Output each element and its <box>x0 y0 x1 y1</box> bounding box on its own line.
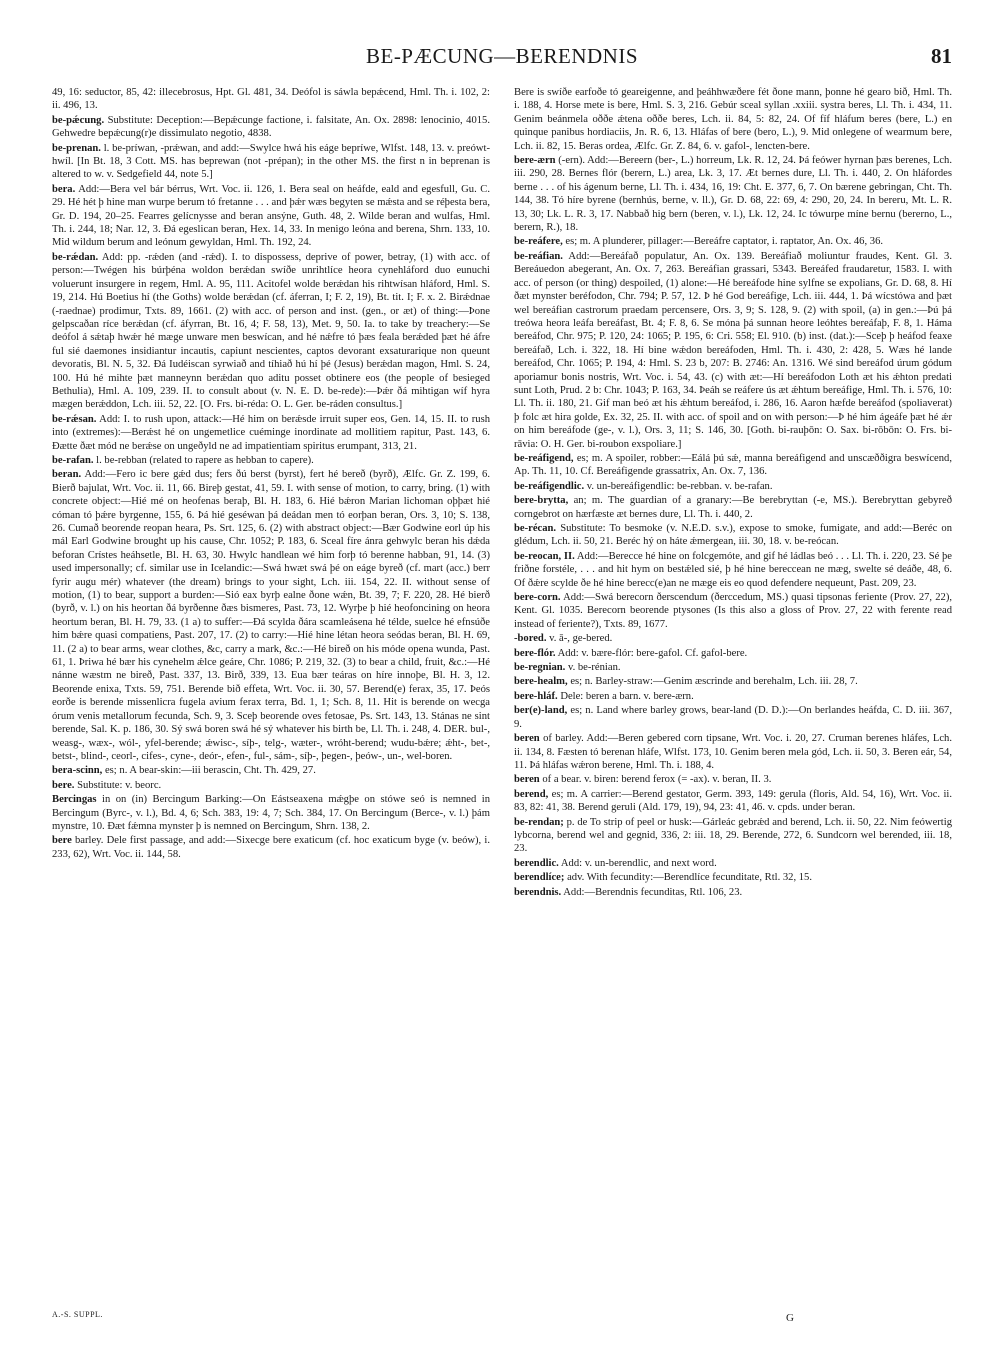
entry-text: Add:—Swá berecorn ðerscendum (ðerccedum, MS.) quasi tipsonas feriente (Prov. 27, 22), Kent. Gl. 1035. Berecorn beorende ptysones (Is this also a gloss of Prov. 27, 22 with ferente read instead of feriente?), Txts. 89, 1677. <box>514 592 952 630</box>
entry-headword: beren <box>514 733 540 745</box>
dictionary-entry <box>514 886 952 899</box>
entry-text: Add:—Berecce hé hine on folcgemóte, and gif hé ládlas beó . . . Ll. Th. i. 220, 23. Sé þe friðne forstéle, . . . and hit hym on bestǽled sié, þ hé hine bereccean ne mæg, swelte sé deáðe, 48, 6. Of ðǽre scylde ðe hé hine berecc(e)an ne mæge eis eo quod defendere nequeunt, Past. 209, 23. <box>514 550 952 589</box>
entry-headword: be-reocan, II. <box>514 550 575 562</box>
entry-text: l. be-príwan, -prǽwan, and add:—Swylce hwá his eáge bepríwe, Wlfst. 148, 13. v. preówt-hwíl. [In Bt. 18, 3 Cott. MS. has beprewan (not -prépan); in the other MS. the first n in beprenan is altered to w. v. Sedgefield 44, note 5.] <box>52 142 490 181</box>
entry-headword: be-rǽsan. <box>52 413 97 425</box>
dictionary-entry <box>52 793 490 833</box>
dictionary-entry <box>514 732 952 772</box>
entry-text: barley. Dele first passage, and add:—Sixecge bere exaticum (cf. hoc exaticum byge (v. beów), i. 233, 62), Wrt. Voc. ii. 144, 58. <box>52 835 490 860</box>
dictionary-entry <box>52 468 490 763</box>
entry-text: p. de To strip of peel or husk:—Gárleác gebrǽd and berend, Lch. ii. 50, 22. Nim feówertig lybcorna, berend wel and gegnid, 336, 2: iii. 18, 29. Berende, 272, 6. Sundcorn wel berended, iii. 18, 23. <box>514 816 952 855</box>
entry-headword: be-pǽcung. <box>52 114 105 126</box>
dictionary-columns <box>52 86 952 1306</box>
entry-text: Add:—Bera vel bár bérrus, Wrt. Voc. ii. 126, 1. Bera seal on heáfde, eald and egesfull, Gu. C. 29. Hé hét þ hine man wurpe berum tó fretanne . . . and þǽr wæs begyten se mǽsta and se réþesta bera, Gr. D. 194, 20–25. Fearres gelícnysse and beran ansýne, Guth. 48, 2. Wilde beran and wulfas, Hml. Th. i. 244, 18; Nar. 12, 3. Ðá egeslican beran, Hex. 14, 33. In menigo leóna and berena, Shrn. 133, 10. Mid wildum berum and leónum gewyldan, Hml. Th. 192, 24. <box>52 183 490 249</box>
dictionary-entry <box>52 454 490 467</box>
entry-headword: be-reáfere, <box>514 236 563 248</box>
entry-text: Add:—Berendnis fecunditas, Rtl. 106, 23. <box>563 886 743 898</box>
dictionary-entry <box>514 871 952 884</box>
dictionary-entry <box>514 550 952 590</box>
dictionary-entry <box>514 773 952 786</box>
entry-headword: be-rendan; <box>514 816 564 828</box>
entry-text: an; m. The guardian of a granary:—Be berebryttan (-e, MS.). Berebryttan gebyreð corngebrot on hærfæste æt bernes dure, Ll. Th. i. 440, 2. <box>514 495 952 520</box>
dictionary-entry <box>514 154 952 234</box>
dictionary-entry <box>514 661 952 674</box>
entry-text: 49, 16: seductor, 85, 42: illecebrosus, Hpt. Gl. 481, 34. Deófol is sáwla bepǽcend, Hml. Th. i. 102, 2: ii. 496, 13. <box>52 87 490 112</box>
dictionary-entry <box>514 494 952 521</box>
entry-text: adv. With fecundity:—Berendlíce fecunditate, Rtl. 32, 15. <box>567 872 813 884</box>
entry-headword: bere-healm, <box>514 676 568 688</box>
entry-headword: berendlic. <box>514 857 559 869</box>
dictionary-entry <box>514 632 952 645</box>
entry-headword: berendnis. <box>514 886 562 898</box>
dictionary-entry <box>52 779 490 792</box>
entry-headword: bere-hláf. <box>514 690 558 702</box>
dictionary-entry <box>52 413 490 453</box>
entry-text: Substitute: v. beorc. <box>77 779 162 791</box>
entry-text: Add:—Bereáfað populatur, An. Ox. 139. Bereáfiað moliuntur fraudes, Kent. Gl. 3. Bereáuedon abegerant, An. Ox. 7, 263. Bereáfian grassari, 5343. Bereáfed fraudaretur, 1583. I. with acc. of person (or thing) despoiled, (1) alone:—Hé bereáfode hine sylfne se expolians, Gr. D. 68, 8. Hí ðæt mynster beréfodon, Chr. 794; P. 57, 12. Þ hé God bereáfige, Lch. iii. 444, 1. Þá wícstówa and þæt wel bereáfian castrorum praedam percensere, Ors. 3, 9; S. 128, 9. (2) with spoil, (a) in gen.:—Þú þá treówa heora leáfa bereáfast, Bt. 4; F. 8, 6. Se móna þá sunnan heore leóhtes bereáfaþ, F. 8, 1. Háma bereáfod, Chr. 975; P. 120, 24: 1065; P. 195, 6: Cri. 558; El. 910. (b) inst. (dat.):—Sceþ þ heáfod feaxe bereáfað, Lch. i. 322, 18. Hí bine wǽdon bereáfoden, Hml. Th. i. 430, 2: 428, 5. Wæs hé lande bereáfod, Chr. 1065; P. 194, 4: Hml. S. 23 b, 207: B. 2746: An. 1316. Wé sind bereáfod úrum gódum aporiamur bonis nostris, Wrt. Voc. i. 54, 43. (c) with æt:—Hí bereáfodon Loth æt his ǽhton predati sunt Loth, Prud. 2 b: Chr. 1043; P. 163, 34. Þeáh se reáfere ús æt ǽhtum bereáfige, Hml. Th. i. 576, 10: Ll. Th. ii. 180, 21. Gif man beó æt his ǽhtum bereáfod, i. 286, 16. Aaron hæfde bereáfod (spoliaverat) þ folc æt hira golde, Ex. 32, 25. II. with acc. of spoil and on with person:—Þ hé him ágeáfe þæt hé ǽr on him bereáfode (ge-, v. l.), Ors. 3, 11; S. 146, 30. [Goth. bi-rauþōn: O. Sax. bi-rōbōn: O. Frs. bi-rāvia: O. H. Ger. bi-roubon exspoliare.] <box>514 250 952 450</box>
page-header <box>52 44 952 78</box>
dictionary-entry <box>514 480 952 493</box>
dictionary-entry <box>52 183 490 250</box>
entry-text: es; n. A bear-skin:—iii berascin, Cht. Th. 429, 27. <box>104 765 316 777</box>
entry-text: Substitute: Deception:—Bepǽcunge factione, i. falsitate, An. Ox. 2898: lenocinio, 4015. Gehwedre bepǽcung(r)e dissimulato negotio, 4838. <box>52 114 490 140</box>
dictionary-entry <box>52 142 490 182</box>
entry-text: Add: pp. -rǽden (and -rǽd). I. to dispossess, deprive of power, betray, (1) with acc. of person:—Twégen his búrþénа woldon berǽdan swíðe unrihtlíce heora cynehláford duo eunuchi voluerunt insurgere in regem, Hml. A. 95, 111. Acitofel wolde berǽdan his rihtwísan hláford, Hml. S. 19, 214. Hú Boetius hí (the Goths) wolde berǽdan (cf. áferran, I; F. 2, 19), Bt. tit. I; F. x. 2. Birǽdnae (-raednae) prodimur, Txts. 89, 1661. (2) with acc. of person and inst. (gen., or æt) of thing:—Þone gelpscaðan ríce berǽdan (cf. áfyrran, Bt. 16, 4; F. 58, 13), Met. 9, 50. Ia. to take by treachery:—Se deófol á sǽtaþ hwǽr hé mæge unware men beswícan, and hé nǽfre tó þæs feala berǽded þæt hé áfre ful sié daemones insidiantur incautis, capiunt nescientes, captos devorant exsaturarique non queunt devoratis, Bl. N. 5, 32. Ðá Iudéiscan syrwiað and tíhiað hú hí þé (Jesus) berǽdan magon, Hml. S. 24, 100. Hú hé mihte þæt manneynn berǽdan quo aditu posset obtinere eos (the people of besieged Bethulia), Hml. A. 109, 239. II. to consult about (v. N. E. D. be-rede):—Þǽr ðá mihtigan wíf hyra mægen berǽddon, Lch. iii. 52, 22. [O. Frs. bi-réda: O. L. Ger. be-ráden consultus.] <box>52 251 490 411</box>
dictionary-entry <box>514 235 952 248</box>
dictionary-entry <box>514 452 952 479</box>
page-number: 81 <box>931 44 952 68</box>
left-column <box>52 86 490 1306</box>
entry-headword: Bercingas <box>52 794 97 806</box>
entry-headword: beran. <box>52 469 82 481</box>
entry-text: l. be-rebban (related to rapere as hebban to capere). <box>96 454 314 466</box>
entry-text: Add:—Fero ic bere gǽd dus; fers ðú berst (byrst), fert hé bereð (byrð), Ælfc. Gr. Z. 199, 6. Bierð bajulat, Wrt. Voc. ii. 11, 66. Bireþ gestat, 41, 59. I. with sense of motion, to carry, bring. (1) with concrete object:—Hié mé on heofenas beraþ, Bl. H. 183, 6. Hié bǽron Marian lichoman oþþæt hié cóman tó þǽre byrgenne, 155, 6. Þá hié geséwan þá deádan men tó eorþan beran, Ors. 3, 10; S. 138, 26. Cumað beorende reopan heara, Ps. Srt. 125, 6. (2) with abstract object:—Bær Godwine eorl úp his mál Earl Godwine brought up his cause, Chr. 1052; P. 183, 6. Sceal fíre ánra gehwylc beran his dǽda beforan Crístes heáhsetle, Bl. H. 63, 30. Hwylc handlean wé him forþ tó berenne habban, 91, 14. (3) used impersonally; cf. similar use in Icelandic:—Swá hwæt swá þé on eáge byreð (cf. mart (acc.) berr fyrir augu mér) whatever (the dream) brings to your sight, Lch. iii. 154, 22. II. without sense of motion, (1) to bear, support a burden:—Sió eax byrþ ealne ðone wǽn, Bt. 39, 7; F. 220, 28. Hé bierð (byrð, v. l.) on his heortan ðá byrðenne ðæs bismeres, Past. 73, 12. Wyrþe þ hié heofoncining on heora heortum beran, Bl. H. 79, 33. (1 a) to suffer:—Ðá scylda ðára scamleásena hé télde, suelce hé efnsúðe him bǽre quasi compatiens, Past. 207, 17. (2) to carry:—Hié hine létan heora seódas beran, Bl. H. 69, 11. (2 a) to bear arms, wear clothes, &c, carry a mark, &c.:—Hé bireð on his móde openа wunda, Past. 61, 1. Þriwa hé bær his cynehelm ǽlce geáre, Chr. 1086; P. 219, 32. (3) to bear a child, fruit, &c.:—Hé nánne wæstm ne bireð, Past. 337, 13. Birð, 339, 13. Eua bær teáras on híre innoþe, Bl. H. 3, 12. Beorende enixa, Txts. 59, 751. Berende bið effeta, Wrt. Voc. ii. 30, 57. Berend(e) ferax, 35, 17. Þeós eorðe is berende missenlicra fugela avium ferax terra, Bd. 1, 1; Sch. 8, 11. Hit is berende on wecga órum venis metallorum fecunda, Sch. 9, 3. Sceþ beorende oves fetosae, Ps. Srt. 143, 13. Stánas ne sint berende, Sal. K. p. 186, 30. Sý swá boren swá hé sý whatever his birth be, Ll. Th. i. 248, 4. DER. bul-, weasg-, wæx-, wól-, yfel-berende; ǽwisc-, síþ-, telg-, wæter-, wróht-berend; wudu-bǽre; ǽht-, bet-, betst-, blind-, ceorl-, cifes-, cyne-, deór-, efen-, ful-, sám-, síþ-, þegen-, þeów-, un-, wel-boren. <box>52 469 490 762</box>
dictionary-entry <box>514 704 952 731</box>
entry-headword: be-prenan. <box>52 142 101 154</box>
entry-headword: berend, <box>514 788 549 800</box>
entry-headword: bere-ærn <box>514 155 556 167</box>
entry-headword: bere-brytta, <box>514 495 569 507</box>
entry-text: Add: v. bære-flór: bere-gafol. Cf. gafol-bere. <box>557 647 748 659</box>
entry-headword: be-rafan. <box>52 454 94 466</box>
dictionary-entry <box>514 816 952 856</box>
dictionary-entry <box>514 86 952 153</box>
entry-headword: bere-flór. <box>514 647 556 659</box>
entry-text: v. ā-, ge-bered. <box>549 633 613 645</box>
entry-text: v. be-rénian. <box>567 662 621 674</box>
dictionary-entry <box>52 764 490 777</box>
right-column <box>514 86 952 1306</box>
dictionary-entry <box>52 834 490 861</box>
dictionary-entry <box>514 522 952 549</box>
dictionary-entry <box>52 114 490 141</box>
entry-headword: be-reáfigend, <box>514 452 574 464</box>
entry-text: in on (in) Bercingum Barking:—On Eástseaxena mǽgþe on stówe seó is nemned in Bercingum (Byrc-, v. l.), Bd. 4, 6; Sch. 383, 19: 4, 7; Sch. 384, 17. On Bercingum (Berce-, v. l.) þám mynstre, 10. Ðæt fǽmna mynster þ is nemned on Bercingum, Shrn. 138, 2. <box>52 794 490 832</box>
entry-text: Add: v. un-berendlic, and next word. <box>560 857 717 869</box>
entry-text: (-ern). Add:—Bereern (ber-, L.) horreum, Lk. R. 12, 24. Þá feówer hyrnan þæs berenes, Lch. iii. 290, 28. Bernes flór (berern, L.) area, Lk. 3, 17. Æt bernes dure, Ll. Th. i. 440, 2. On hláfordes berne . . . of his ágenum berne, Ll. Th. i. 434, 16, 19: Cht. E. 377, 6, 7. On bærene gebringan, Cht. Th. 144, 38. Tó híre byrene (bernhús, berne, v. ll.), Gr. D. 68, 22: 69, 4: 290, 20, 24. In bereru, Mt. L. R. 13, 30; Lk. L. R. 3, 17. Nabbað hig bern (beren, v. l.), Lk. 12, 24. Ic tówurpe míne bernu (bererno, L., berern, R.), 18. <box>514 155 952 234</box>
entry-headword: bera-scinn, <box>52 765 103 777</box>
entry-text: es; n. Land where barley grows, bear-land (D. D.):—On berlandes heáfda, C. D. iii. 367, 9. <box>514 705 952 730</box>
entry-text: v. un-bereáfigendlic: be-rebban. v. be-rafan. <box>586 480 773 492</box>
entry-text: es; m. A carrier:—Berend gestator, Germ. 393, 149: gerula (floris, Ald. 54, 16), Wrt. Voc. ii. 83, 82: 41, 38. Berend geruli (Ald. 179, 19), 94, 23: 41, 46. v. cpds. under beran. <box>514 788 952 814</box>
dictionary-entry <box>52 86 490 113</box>
entry-headword: berendlíce; <box>514 872 565 884</box>
entry-headword: bere. <box>52 779 75 791</box>
entry-text: Dele: beren a barn. v. bere-ærn. <box>560 690 694 702</box>
entry-headword: be-rǽdan. <box>52 251 99 263</box>
entry-headword: be-récan. <box>514 523 557 534</box>
dictionary-entry <box>514 647 952 660</box>
dictionary-entry <box>52 251 490 412</box>
entry-headword: be-reáfigendlic. <box>514 480 585 492</box>
entry-text: Bere is swíðe earfoðe tó geareigenne, and þeáhhwæðere fét ðone mann, þonne hé gearo bið, Hml. Th. i. 188, 4. Horse mete is bere, Hml. S. 3, 216. Gebúr sceal syllan .xxiii. systra beres, Ll. Th. i. 434, 11. Genim beánmela oððe ǽtena oððe beres, Lch. ii. 84, 5: 82, 24. Of fíf hláfum beres (bere, L.) en quinque panibus hordiaciis, Jn. R. 6, 13. Hláfas of bere (bero, L.), 9. Mid onlegene of wearmum bere, Lch. ii. 82, 15. Beras ordea, Ælfc. Gr. Z. 84, 6. v. gafol-, lencten-bere. <box>514 87 952 152</box>
entry-text: Substitute: To besmoke (v. N.E.D. s.v.), expose to smoke, fumigate, and add:—Beréc on glédum, Lch. ii. 50, 21. Beréc hý on háte ǽmergean, iii. 30, 18. v. be-reócan. <box>514 523 952 548</box>
dictionary-entry <box>514 591 952 631</box>
dictionary-entry <box>514 788 952 815</box>
entry-text: Add: I. to rush upon, attack:—Hé him on berǽsde irruit super eos, Gen. 14, 15. II. to rush into (extremes):—Berǽst hé on ungemetlice cuéminge inordinate ad mollitiem rapitur, Past. 143, 6. Ðætte ðæt mód ne berǽse on ungeðyld ne ad impatientiam spiritus erumpant, 313, 21. <box>52 413 490 452</box>
entry-text: of a bear. v. biren: berend ferox (= -ax). v. beran, II. 3. <box>542 774 772 786</box>
dictionary-entry <box>514 857 952 870</box>
entry-headword: bera. <box>52 183 76 195</box>
entry-headword: be-reáfian. <box>514 250 563 262</box>
entry-headword: bere-corn. <box>514 592 561 604</box>
dictionary-entry <box>514 675 952 688</box>
entry-text: es; n. Barley-straw:—Genim æscrinde and berehalm, Lch. iii. 28, 7. <box>570 676 858 688</box>
entry-text: es; m. A plunderer, pillager:—Bereáfre captator, i. raptator, An. Ox. 46, 36. <box>565 236 884 248</box>
dictionary-entry <box>514 250 952 451</box>
entry-text: of barley. Add:—Beren gebered corn tipsane, Wrt. Voc. i. 20, 27. Cruman berenes hláfes, Lch. ii. 134, 8. Fæsten tó berenan hláfe, Wlfst. 173, 10. Genim beren mela gód, Lch. ii. 50, 3. Beren eár, 54, 11. Þá hláfas wǽron berene, Hml. Th. i. 188, 4. <box>514 733 952 771</box>
entry-headword: ber(e)-land, <box>514 705 568 717</box>
entry-headword: be-regnian. <box>514 662 566 674</box>
running-title: BE-PÆCUNG—BERENDNIS <box>365 44 639 68</box>
entry-headword: bere <box>52 835 72 847</box>
entry-headword: -bored. <box>514 633 547 645</box>
entry-headword: beren <box>514 774 540 786</box>
dictionary-entry <box>514 690 952 703</box>
signature-mark: A.-S. SUPPL. <box>52 1310 103 1319</box>
gathering-mark: G <box>786 1312 794 1324</box>
entry-text: es; m. A spoiler, robber:—Eálá þú sǽ, manna bereáfigend and unscæððigra beswícend, Ap. Th. 11, 10. Cf. Bereáfigende grassatrix, An. Ox. 7, 136. <box>514 452 952 478</box>
